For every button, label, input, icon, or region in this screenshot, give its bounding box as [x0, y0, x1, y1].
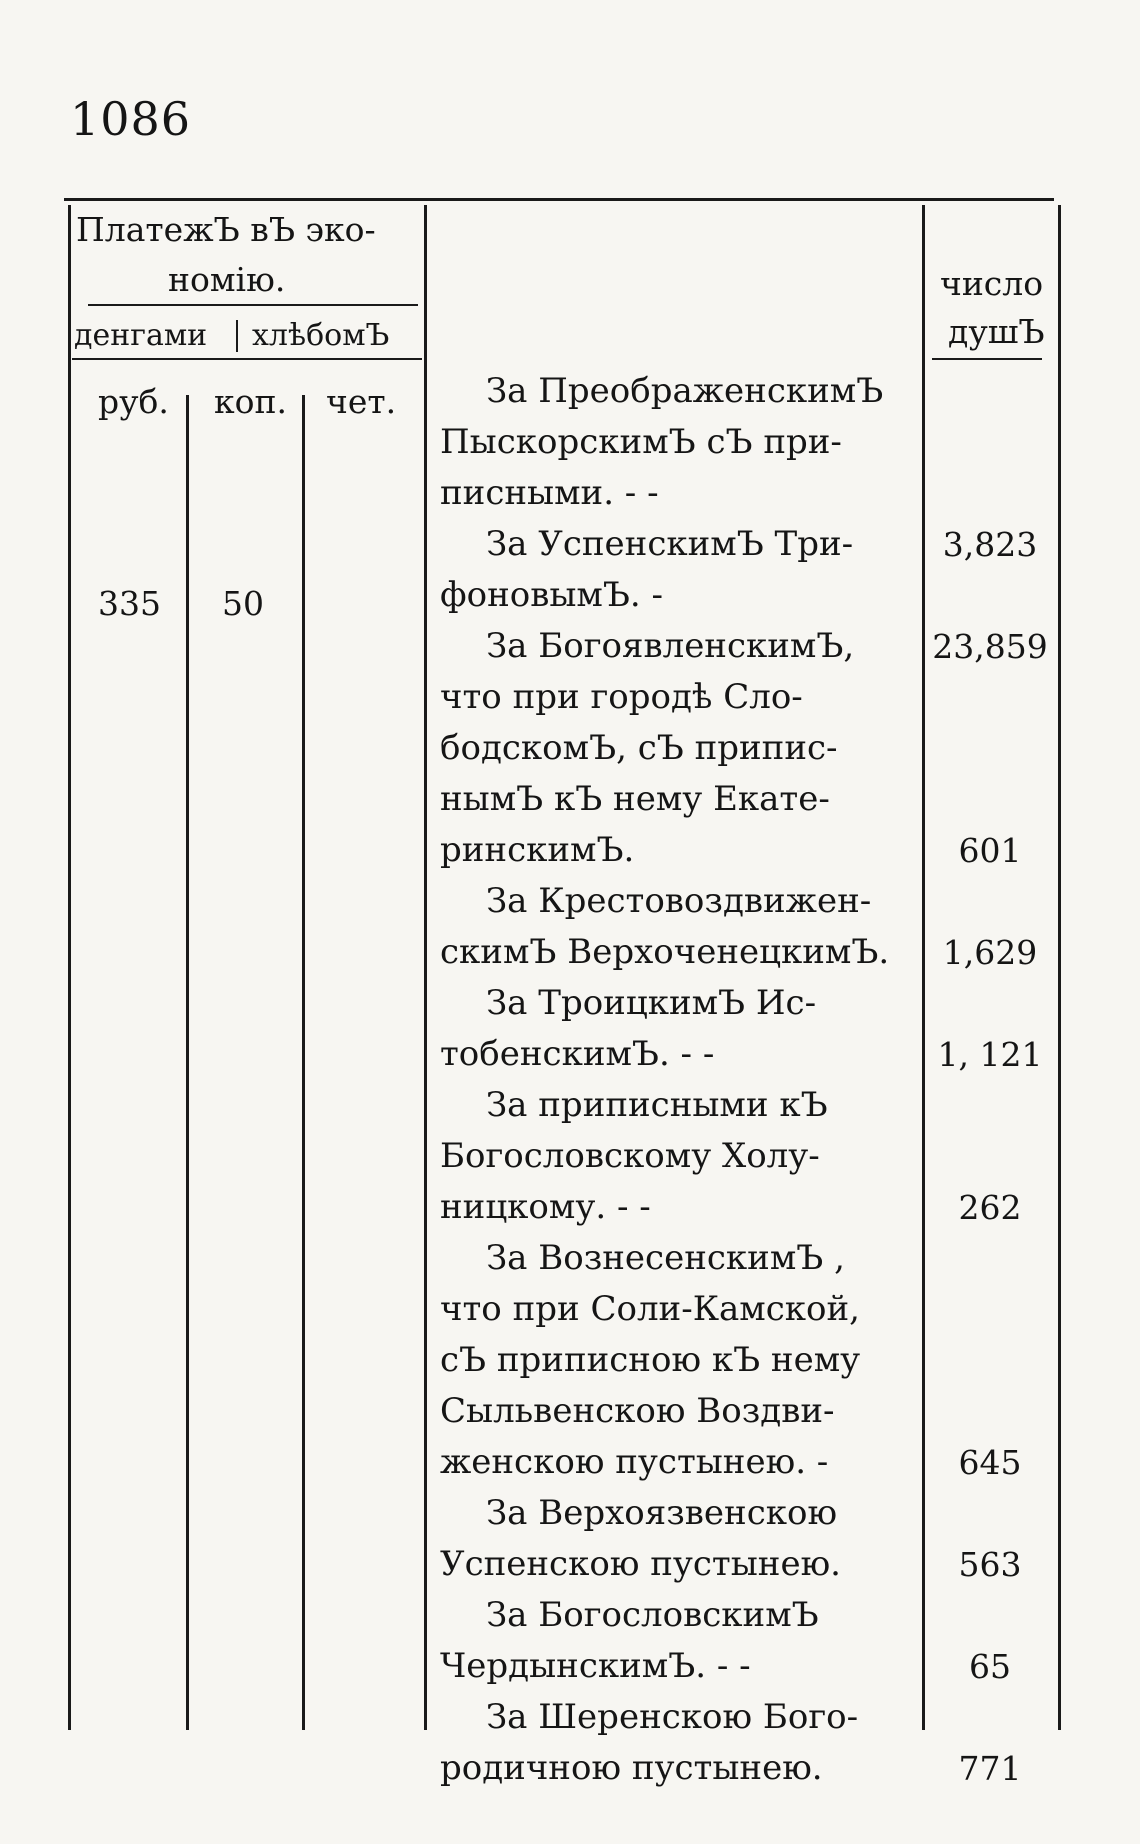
souls-value: 65 — [969, 1647, 1011, 1686]
souls-value: 3,823 — [942, 525, 1038, 564]
column-line-souls — [922, 205, 925, 1730]
header-rub: руб. — [98, 382, 169, 421]
entry-line: За УспенскимЪ Три- — [486, 524, 854, 564]
entry-line: фоновымЪ. - — [440, 575, 663, 615]
entry-verkhoyazvensky — [440, 1488, 920, 1590]
entry-bogoslovsky-kholunitsky — [440, 1080, 920, 1233]
entry-krestovozdvizhensky — [440, 876, 920, 978]
souls-value: 601 — [958, 831, 1022, 870]
payment-kop: 50 — [222, 584, 264, 623]
entry-line: скимЪ ВерхоченецкимЪ. — [440, 932, 890, 972]
entry-line: Сыльвенскою Воздви- — [440, 1391, 835, 1431]
souls-value-last: 771 — [958, 1749, 1022, 1788]
page-number: 1086 — [70, 92, 192, 146]
entry-line: нымЪ кЪ нему Екате- — [440, 779, 830, 819]
entry-voznesensky — [440, 1233, 920, 1488]
column-line-kop-chet — [302, 395, 305, 1730]
entry-line: тобенскимЪ. - - — [440, 1034, 715, 1074]
entry-line: бодскомЪ, сЪ припис- — [440, 728, 838, 768]
entry-line: что при городѣ Сло- — [440, 677, 803, 717]
payment-rub: 335 — [98, 584, 161, 623]
entry-line: писными. - - — [440, 473, 659, 513]
entry-preobrazhensky — [440, 366, 920, 519]
entry-line: Успенскою пустынею. — [440, 1544, 841, 1584]
entry-line: За БогоявленскимЪ, — [486, 626, 855, 666]
entry-line: ПыскорскимЪ сЪ при- — [440, 422, 842, 462]
header-divider-money-grain — [236, 320, 238, 352]
top-rule — [64, 198, 1054, 201]
souls-value: 563 — [958, 1545, 1022, 1584]
entry-line: сЪ приписною кЪ нему — [440, 1340, 861, 1380]
entry-line: За ПреображенскимЪ — [486, 371, 884, 411]
entry-troitsky — [440, 978, 920, 1080]
header-kop: коп. — [214, 382, 287, 421]
entry-line: За ТроицкимЪ Ис- — [486, 983, 817, 1023]
entry-line: ницкому. - - — [440, 1187, 651, 1227]
souls-value: 1, 121 — [937, 1035, 1043, 1074]
entry-line: За приписными кЪ — [486, 1085, 828, 1125]
header-souls-line2: душЪ — [948, 312, 1045, 351]
entry-sherensky — [440, 1692, 920, 1794]
entry-line: женскою пустынею. - — [440, 1442, 829, 1482]
header-grain: хлѣбомЪ — [252, 318, 390, 353]
entry-line: За Крестовоздвижен- — [486, 881, 872, 921]
column-line-rub-kop — [186, 395, 189, 1730]
souls-value: 23,859 — [932, 627, 1048, 666]
header-rule-payment — [88, 304, 418, 306]
column-line-left — [68, 205, 71, 1730]
souls-value: 262 — [958, 1188, 1022, 1227]
entry-line: За ВознесенскимЪ , — [486, 1238, 845, 1278]
column-line-right — [1058, 205, 1061, 1730]
entry-line: ринскимЪ. — [440, 830, 635, 870]
entry-line: Богословскому Холу- — [440, 1136, 820, 1176]
entry-line: что при Соли-Камской, — [440, 1289, 860, 1329]
entry-line: родичною пустынею. — [440, 1748, 823, 1788]
souls-value: 645 — [958, 1443, 1022, 1482]
header-payment-line1: ПлатежЪ вЪ эко- — [76, 210, 376, 249]
entry-line: За БогословскимЪ — [486, 1595, 819, 1635]
entry-line: За Верхоязвенскою — [486, 1493, 838, 1533]
header-chet: чет. — [326, 382, 397, 421]
entry-bogoslovsky-cherdynsky — [440, 1590, 920, 1692]
entry-line: За Шеренскою Бого- — [486, 1697, 859, 1737]
header-rule-souls — [932, 358, 1042, 360]
entry-line: ЧердынскимЪ. - - — [440, 1646, 751, 1686]
header-money: денгами — [74, 318, 208, 353]
souls-value: 1,629 — [942, 933, 1038, 972]
entry-bogoyavlensky — [440, 621, 920, 876]
entry-uspensky-trifonov — [440, 519, 920, 621]
column-line-text — [424, 205, 427, 1730]
header-payment-line2: номію. — [168, 260, 286, 299]
header-rule-money-grain — [72, 358, 422, 360]
header-souls-line1: число — [940, 264, 1044, 303]
